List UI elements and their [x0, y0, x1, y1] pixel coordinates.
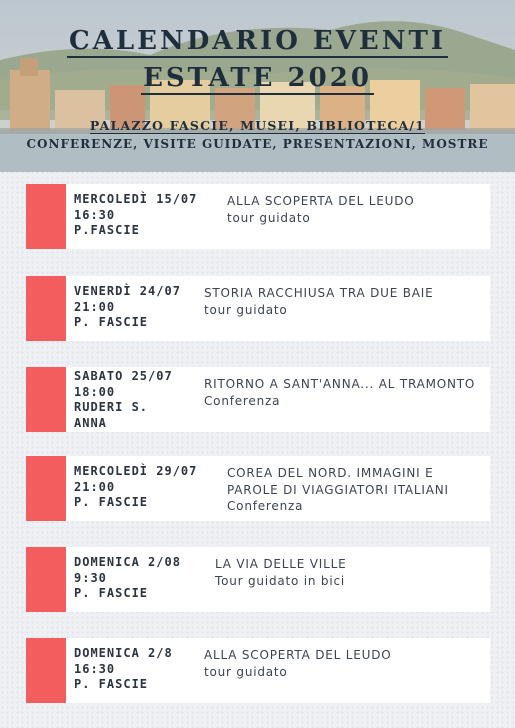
event-card [26, 547, 490, 612]
event-title: RITORNO A SANT'ANNA... AL TRAMONTO [204, 377, 476, 391]
event-card [26, 638, 490, 703]
event-when [74, 284, 181, 331]
event-what [204, 285, 434, 318]
event-time: 21:00 [74, 299, 116, 314]
event-when [74, 192, 197, 239]
event-date: VENERDÌ 24/07 [74, 284, 181, 298]
event-time: 21:00 [74, 479, 116, 494]
event-date: DOMENICA 2/8 [74, 646, 173, 660]
event-title: COREA DEL NORD. IMMAGINI E [227, 466, 434, 480]
event-title: LA VIA DELLE VILLE [215, 557, 347, 571]
event-date: SABATO 25/07 [74, 369, 173, 383]
event-what [215, 556, 346, 589]
event-place: P. FASCIE [74, 495, 149, 509]
event-title-cont: PAROLE DI VIAGGIATORI ITALIANI [227, 482, 449, 497]
event-time: 16:30 [74, 207, 116, 222]
event-place: P.FASCIE [74, 223, 140, 237]
event-place: RUDERI S. [74, 400, 149, 414]
subtitle-categories: CONFERENZE, VISITE GUIDATE, PRESENTAZIONI, MOSTRE [26, 137, 489, 151]
event-place: P. FASCIE [74, 677, 149, 691]
event-date: MERCOLEDÌ 29/07 [74, 464, 198, 478]
event-place: P. FASCIE [74, 586, 149, 600]
event-what [204, 376, 475, 409]
event-time: 18:00 [74, 384, 116, 399]
event-place-cont: ANNA [74, 415, 107, 430]
event-what [227, 465, 449, 515]
event-card [26, 184, 490, 249]
event-when [74, 369, 173, 431]
event-when [74, 464, 197, 511]
event-title: ALLA SCOPERTA DEL LEUDO [204, 648, 392, 662]
event-card [26, 367, 490, 432]
subtitle-venues: PALAZZO FASCIE, MUSEI, BIBLIOTECA/1 [89, 118, 426, 133]
event-type: Conferenza [227, 499, 304, 513]
page-title-line2: ESTATE 2020 [143, 63, 372, 93]
event-type: Conferenza [204, 393, 281, 408]
accent-bar [26, 638, 66, 703]
event-when [74, 555, 181, 602]
accent-bar [26, 547, 66, 612]
page-title-line1: CALENDARIO EVENTI [68, 26, 446, 56]
event-place: P. FASCIE [74, 315, 149, 329]
event-date: DOMENICA 2/08 [74, 555, 181, 569]
event-type: tour guidato [204, 664, 288, 679]
event-date: MERCOLEDÌ 15/07 [74, 192, 198, 206]
accent-bar [26, 184, 66, 249]
event-card [26, 276, 490, 341]
accent-bar [26, 456, 66, 521]
event-type: tour guidato [227, 210, 311, 225]
header-banner [0, 0, 515, 172]
event-time: 9:30 [74, 570, 107, 585]
event-title: ALLA SCOPERTA DEL LEUDO [227, 194, 415, 208]
event-when [74, 646, 173, 693]
event-time: 16:30 [74, 661, 116, 676]
event-title: STORIA RACCHIUSA TRA DUE BAIE [204, 286, 434, 300]
event-what [204, 647, 391, 680]
event-what [227, 193, 414, 226]
event-card [26, 456, 490, 521]
accent-bar [26, 276, 66, 341]
event-type: Tour guidato in bici [215, 573, 346, 588]
event-type: tour guidato [204, 302, 288, 317]
accent-bar [26, 367, 66, 432]
